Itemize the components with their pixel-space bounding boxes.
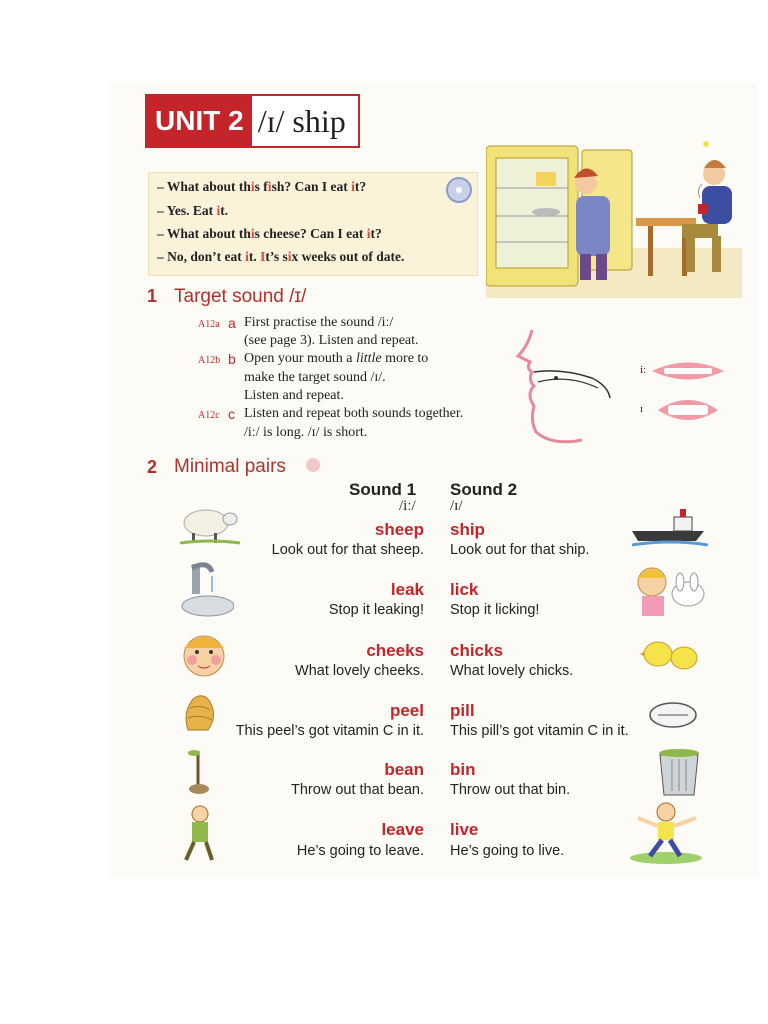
section-2-number: 2	[147, 457, 158, 477]
sound-1-header: Sound 1	[349, 480, 417, 499]
instruction-a-line-1: First practise the sound /iː/	[244, 315, 394, 330]
sound-2-word: ship	[450, 520, 485, 539]
sound-1-sentence: He’s going to leave.	[296, 843, 424, 859]
chicks-icon	[640, 630, 700, 674]
audio-ref-c[interactable]: A12c	[198, 410, 220, 421]
sound-2-word: lick	[450, 580, 479, 599]
sound-1-word: cheeks	[366, 641, 424, 660]
sound-1-word: sheep	[374, 520, 424, 539]
sound-1-sentence: What lovely cheeks.	[295, 663, 424, 679]
sound-2-sentence: Stop it licking!	[450, 602, 540, 618]
item-letter-b: b	[228, 351, 236, 367]
ship-icon	[632, 505, 708, 547]
sound-2-word: live	[450, 820, 479, 839]
section-1-number: 1	[147, 286, 158, 306]
sound-1-sentence: This peel’s got vitamin C in it.	[235, 723, 424, 739]
sound-2-header: Sound 2	[450, 480, 518, 499]
instruction-b-line-2: make the target sound /ɪ/.	[244, 370, 386, 385]
dialog-line-3: – What about this cheese? Can I eat it?	[157, 226, 382, 241]
pill-icon	[648, 700, 698, 730]
audio-ref-b[interactable]: A12b	[198, 355, 221, 366]
bin-icon	[654, 745, 704, 797]
sound-2-word: pill	[450, 701, 475, 720]
sound-1-word: bean	[384, 760, 424, 779]
unit-header	[145, 94, 360, 148]
sound-1-sentence: Look out for that sheep.	[271, 542, 424, 558]
lips-long-icon	[650, 358, 726, 384]
sheep-icon	[180, 503, 240, 545]
sound-1-word: leave	[381, 820, 424, 839]
instruction-a-line-2: (see page 3). Listen and repeat.	[244, 333, 419, 348]
sound-1-word: peel	[389, 701, 424, 720]
section-1-title: Target sound /ɪ/	[174, 286, 307, 307]
mouth-label-long: iː	[640, 364, 647, 376]
instruction-b-line-3: Listen and repeat.	[244, 388, 344, 403]
sound-2-sentence: He’s going to live.	[450, 843, 565, 859]
dialog-line-4: – No, don’t eat it. It’s six weeks out of date.	[157, 249, 405, 264]
sound-1-word: leak	[390, 580, 424, 599]
item-letter-a: a	[228, 315, 236, 331]
lips-short-icon	[656, 396, 720, 424]
dialog-box	[148, 172, 478, 276]
girl-dog-icon	[632, 560, 712, 620]
item-letter-c: c	[228, 406, 235, 422]
happy-boy-icon	[628, 800, 704, 864]
sound-2-sentence: This pill’s got vitamin C in it.	[450, 723, 629, 739]
sound-2-word: bin	[450, 760, 476, 779]
tap-icon	[178, 560, 234, 620]
sound-1-sentence: Stop it leaking!	[328, 602, 424, 618]
sound-2-sentence: Look out for that ship.	[450, 542, 590, 558]
dialog-line-2: – Yes. Eat it.	[157, 203, 229, 218]
audio-ref-a[interactable]: A12a	[198, 319, 220, 330]
dialog-line-1: – What about this fish? Can I eat it?	[157, 179, 367, 194]
skull-icon	[306, 458, 320, 472]
cheeks-face-icon	[180, 630, 228, 678]
unit-title: /ɪ/ ship	[252, 96, 358, 146]
mouth-label-short: ɪ	[640, 403, 644, 415]
sound-2-word: chicks	[450, 641, 503, 660]
mouth-profile-diagram	[512, 328, 622, 448]
bean-icon	[184, 745, 214, 797]
instruction-b-line-1: Open your mouth a little more to	[244, 351, 429, 366]
section-2-title: Minimal pairs	[174, 456, 286, 477]
kitchen-illustration	[486, 138, 742, 298]
instruction-c-line-2: /iː/ is long. /ɪ/ is short.	[244, 425, 368, 440]
leaving-boy-icon	[178, 804, 222, 864]
sound-2-sentence: Throw out that bin.	[450, 782, 571, 798]
sound-2-sentence: What lovely chicks.	[450, 663, 574, 679]
instruction-c-line-1: Listen and repeat both sounds together.	[244, 406, 464, 421]
sound-1-sentence: Throw out that bean.	[291, 782, 424, 798]
sound-2-ipa: /ɪ/	[450, 498, 463, 514]
unit-label: UNIT 2	[147, 96, 252, 146]
sound-1-ipa: /iː/	[399, 498, 416, 514]
cd-icon[interactable]	[446, 177, 472, 203]
peel-icon	[180, 690, 220, 734]
